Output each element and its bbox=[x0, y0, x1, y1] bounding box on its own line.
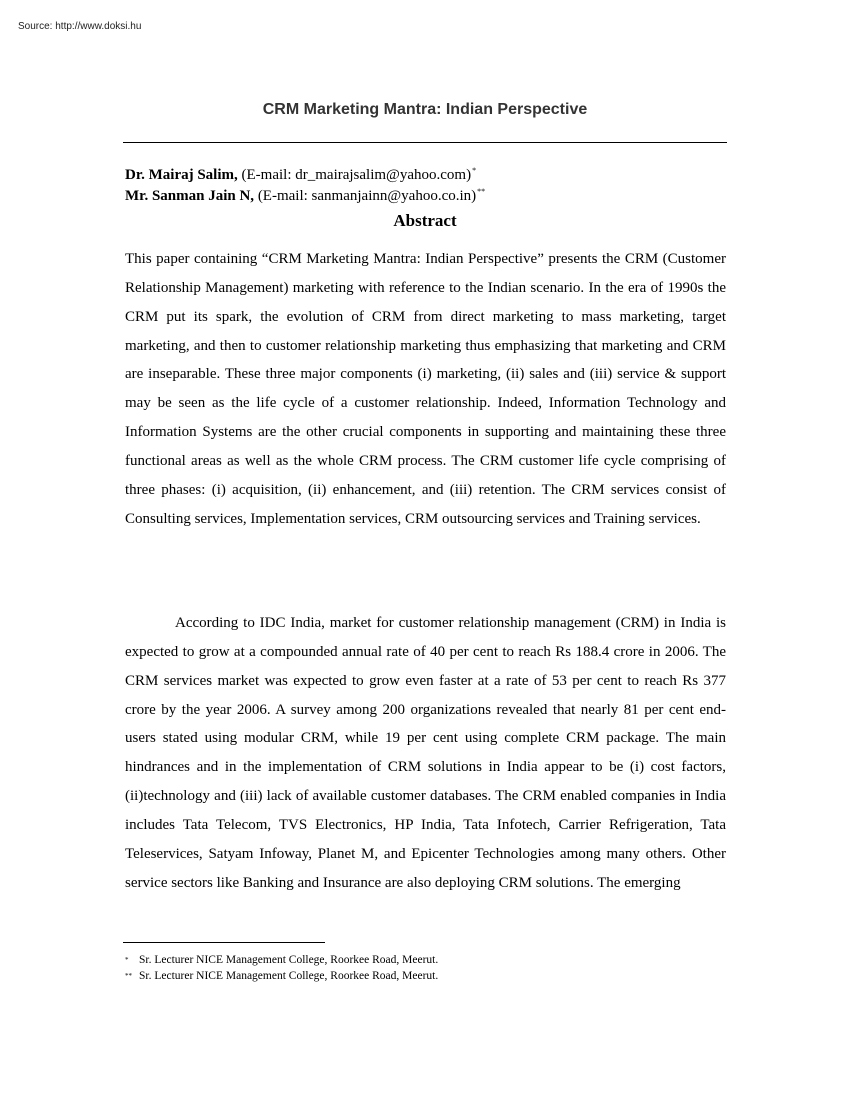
footnote-1 bbox=[125, 953, 438, 967]
footnote-marker: * bbox=[125, 956, 129, 964]
abstract-heading: Abstract bbox=[393, 211, 457, 230]
abstract-paragraph: This paper containing “CRM Marketing Mantra: Indian Perspective” presents the CRM (Customer Relationship Management) marketing with reference to the Indian scenario. In the era of 1990s the CRM put its spark, the evolution of CRM from direct marketing to mass marketing, target marketing, and then to customer relationship marketing thus emphasizing that marketing and CRM are inseparable. These three major components (i) marketing, (ii) sales and (iii) service & support may be seen as the life cycle of a customer relationship. Indeed, Information Technology and Information Systems are the other crucial components in supporting and maintaining these three functional areas as well as the whole CRM process. The CRM customer life cycle comprising of three phases: (i) acquisition, (ii) enhancement, and (iii) retention. The CRM services consist of Consulting services, Implementation services, CRM outsourcing services and Training services. bbox=[125, 251, 726, 527]
footnote-marker: ** bbox=[125, 972, 132, 980]
footnote-text: Sr. Lecturer NICE Management College, Roorkee Road, Meerut. bbox=[139, 954, 439, 966]
author-footnote-marker: * bbox=[472, 166, 477, 175]
body-paragraph: According to IDC India, market for customer relationship management (CRM) in India is expected to grow at a compounded annual rate of 40 per cent to reach Rs 188.4 crore in 2006. The CRM services market was expected to grow even faster at a rate of 53 per cent to reach Rs 377 crore by the year 2006. A survey among 200 organizations revealed that nearly 81 per cent end-users stated using modular CRM, while 19 per cent using complete CRM package. The main hindrances and in the implementation of CRM solutions in India appear to be (i) cost factors, (ii)technology and (iii) lack of available customer databases. The CRM enabled companies in India includes Tata Telecom, TVS Electronics, HP India, Tata Infotech, Carrier Refrigeration, Tata Teleservices, Satyam Infoway, Planet M, and Epicenter Technologies among many others. Other service sectors like Banking and Insurance are also deploying CRM solutions. The emerging bbox=[125, 615, 726, 891]
footnote-2 bbox=[125, 969, 438, 983]
source-label: Source: http://www.doksi.hu bbox=[18, 21, 142, 32]
author-line-2 bbox=[125, 187, 485, 205]
footnote-text: Sr. Lecturer NICE Management College, Roorkee Road, Meerut. bbox=[139, 970, 439, 982]
author-email: (E-mail: dr_mairajsalim@yahoo.com) bbox=[237, 167, 472, 183]
author-email: (E-mail: sanmanjainn@yahoo.co.in) bbox=[254, 188, 477, 204]
paper-title: CRM Marketing Mantra: Indian Perspective bbox=[262, 101, 588, 118]
author-name: Dr. Mairaj Salim, bbox=[125, 167, 238, 183]
author-line-1 bbox=[125, 166, 476, 184]
footnote-divider bbox=[123, 942, 325, 943]
author-footnote-marker: ** bbox=[477, 187, 486, 196]
author-name: Mr. Sanman Jain N, bbox=[125, 188, 255, 204]
title-divider bbox=[123, 142, 727, 143]
